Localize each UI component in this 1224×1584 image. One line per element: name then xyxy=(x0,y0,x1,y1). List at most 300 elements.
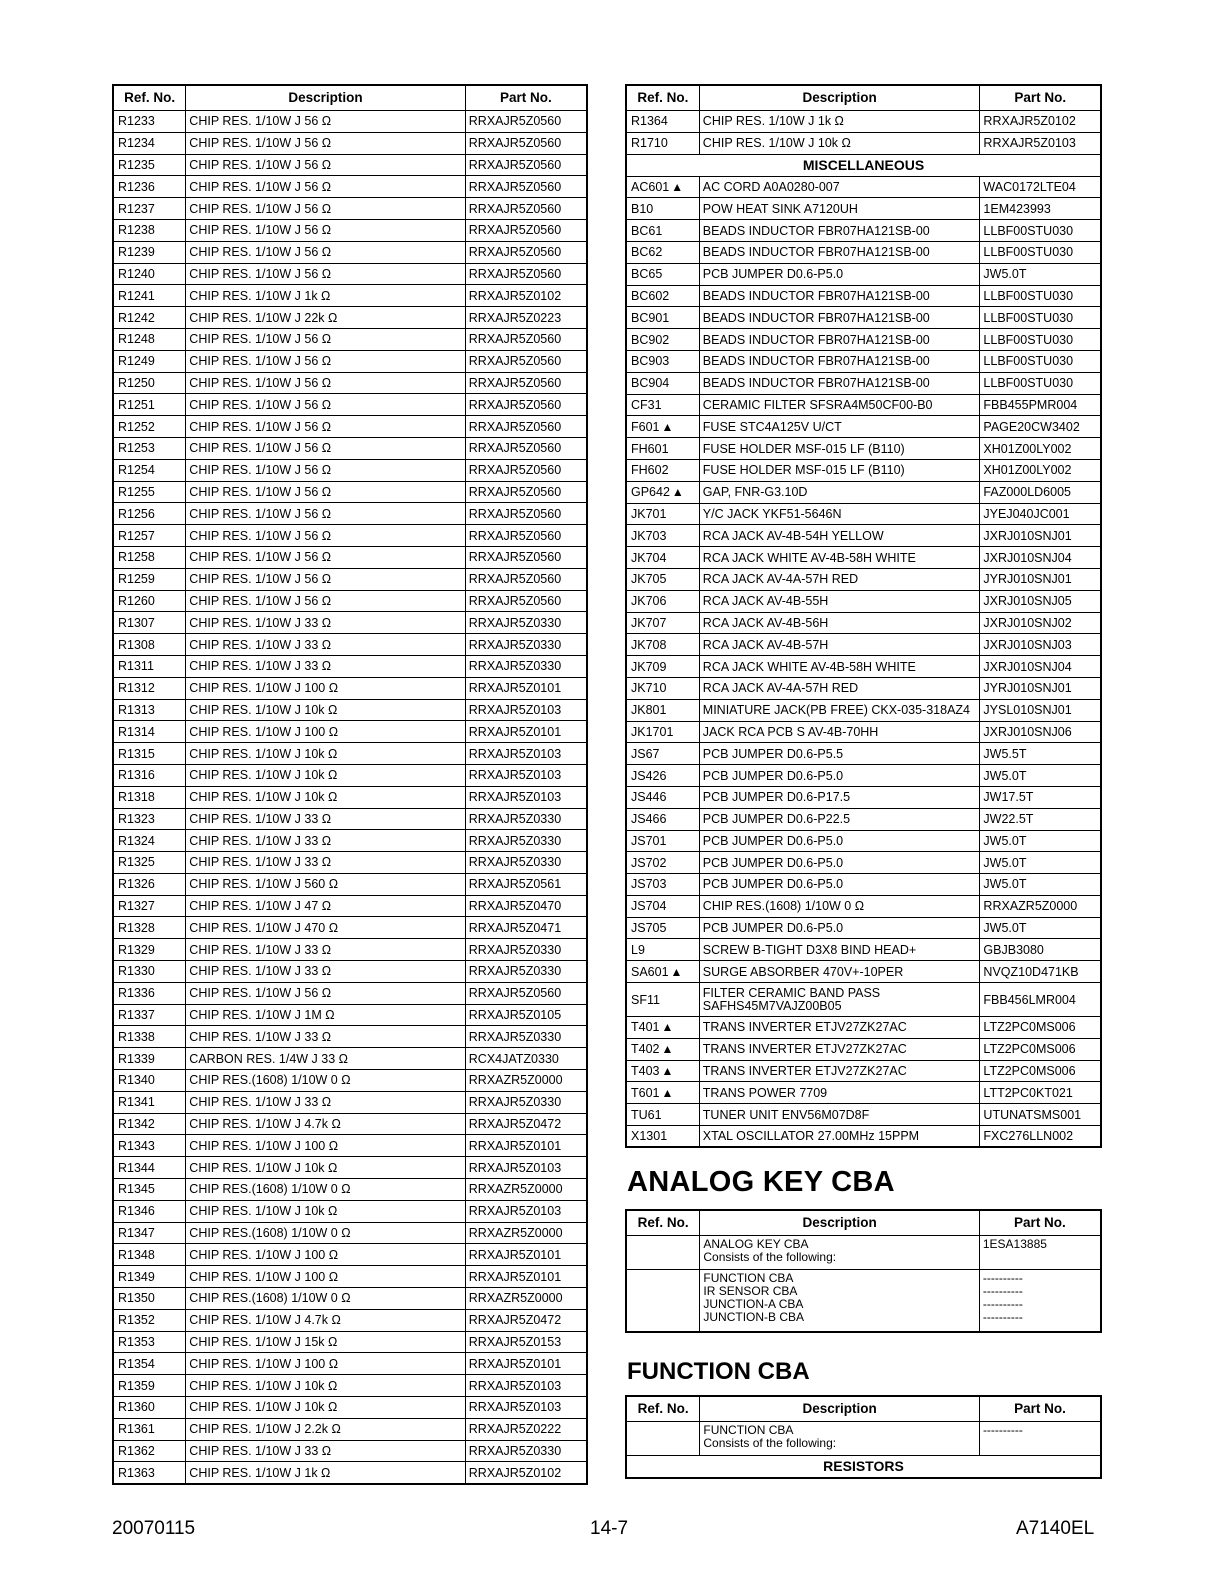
part-text: RRXAJR5Z0101 xyxy=(468,724,562,739)
ref-cell xyxy=(113,328,186,350)
table-row xyxy=(113,1309,587,1331)
ref-cell xyxy=(113,1091,186,1113)
table-row xyxy=(626,743,1101,765)
ref-text: JK706 xyxy=(631,594,667,609)
description-text: CHIP RES. 1/10W J 10k Ω xyxy=(189,768,338,783)
ref-text: R1312 xyxy=(118,681,155,696)
ref-cell xyxy=(113,764,186,786)
part-text: LLBF00STU030 xyxy=(983,376,1074,391)
part-cell xyxy=(980,416,1101,438)
part-cell xyxy=(465,743,587,765)
description-cell xyxy=(699,394,980,416)
description-text: CHIP RES. 1/10W J 10k Ω xyxy=(189,1400,338,1415)
part-cell xyxy=(980,1038,1101,1060)
part-text: RRXAJR5Z0471 xyxy=(468,920,562,935)
description-text: JACK RCA PCB S AV-4B-70HH xyxy=(702,724,879,739)
ref-cell xyxy=(113,219,186,241)
description-text: FUSE HOLDER MSF-015 LF (B110) xyxy=(702,463,905,478)
part-text: RRXAJR5Z0560 xyxy=(468,463,562,478)
description-line: FUNCTION CBA xyxy=(703,1271,794,1285)
table-row xyxy=(626,1422,1101,1456)
part-text: RRXAJR5Z0472 xyxy=(468,1313,562,1328)
description-line: ANALOG KEY CBA xyxy=(703,1237,809,1251)
safety-warning-icon: ▲ xyxy=(661,1020,674,1035)
ref-text: SA601 xyxy=(631,964,669,979)
part-text: LLBF00STU030 xyxy=(983,288,1074,303)
table-row xyxy=(113,764,587,786)
description-cell xyxy=(699,1104,980,1126)
ref-cell xyxy=(113,677,186,699)
ref-cell xyxy=(113,350,186,372)
part-cell xyxy=(465,590,587,612)
description-text: CHIP RES. 1/10W J 100 Ω xyxy=(189,1138,339,1153)
part-text: RRXAJR5Z0560 xyxy=(468,419,562,434)
description-cell xyxy=(699,1126,980,1148)
description-cell xyxy=(186,1070,465,1092)
section-row xyxy=(626,154,1101,176)
ref-cell xyxy=(113,1200,186,1222)
table-row xyxy=(113,612,587,634)
description-text: CHIP RES. 1/10W J 56 Ω xyxy=(189,157,332,172)
ref-text: R1326 xyxy=(118,877,155,892)
description-text: CHIP RES. 1/10W J 100 Ω xyxy=(189,1356,339,1371)
description-text: CHIP RES. 1/10W J 56 Ω xyxy=(189,506,332,521)
ref-text: T601 xyxy=(631,1085,660,1100)
table-row xyxy=(113,241,587,263)
ref-cell xyxy=(113,459,186,481)
part-text: NVQZ10D471KB xyxy=(983,964,1079,979)
ref-cell xyxy=(113,111,186,133)
part-cell xyxy=(980,568,1101,590)
ref-cell xyxy=(113,154,186,176)
description-cell xyxy=(699,547,980,569)
table-row xyxy=(626,111,1101,133)
description-text: FUSE HOLDER MSF-015 LF (B110) xyxy=(702,441,905,456)
ref-cell xyxy=(113,481,186,503)
table-row xyxy=(113,1048,587,1070)
ref-cell xyxy=(113,917,186,939)
part-text: RRXAJR5Z0102 xyxy=(468,1465,562,1480)
ref-cell xyxy=(113,1288,186,1310)
ref-text: R1255 xyxy=(118,484,155,499)
table-row xyxy=(113,721,587,743)
table-row xyxy=(626,786,1101,808)
ref-text: R1345 xyxy=(118,1182,155,1197)
ref-cell xyxy=(113,895,186,917)
ref-text: JK710 xyxy=(631,681,667,696)
description-text: CHIP RES. 1/10W J 10k Ω xyxy=(189,790,338,805)
ref-text: R1251 xyxy=(118,397,155,412)
part-text: RRXAJR5Z0560 xyxy=(468,136,562,151)
description-cell xyxy=(186,307,465,329)
ref-cell xyxy=(113,503,186,525)
table-row xyxy=(113,328,587,350)
part-text: RRXAJR5Z0560 xyxy=(468,354,562,369)
part-text: RRXAJR5Z0330 xyxy=(468,1095,562,1110)
part-cell xyxy=(980,350,1101,372)
part-cell xyxy=(465,546,587,568)
ref-cell xyxy=(626,677,699,699)
description-cell xyxy=(186,1375,465,1397)
description-line: IR SENSOR CBA xyxy=(703,1284,798,1298)
table-row xyxy=(113,1070,587,1092)
ref-cell xyxy=(626,939,699,961)
ref-text: R1308 xyxy=(118,637,155,652)
description-cell xyxy=(700,1270,979,1332)
part-text: JW5.0T xyxy=(983,855,1027,870)
table-row xyxy=(113,568,587,590)
ref-cell xyxy=(113,1266,186,1288)
part-text: XH01Z00LY002 xyxy=(983,463,1072,478)
table-row xyxy=(113,1462,587,1484)
description-text: CERAMIC FILTER SFSRA4M50CF00-B0 xyxy=(702,397,933,412)
description-text: CHIP RES. 1/10W J 56 Ω xyxy=(189,463,332,478)
part-cell xyxy=(465,1462,587,1484)
description-text: TRANS INVERTER ETJV27ZK27AC xyxy=(702,1020,907,1035)
table-row xyxy=(626,1104,1101,1126)
description-cell xyxy=(186,721,465,743)
description-cell xyxy=(699,786,980,808)
description-cell xyxy=(186,808,465,830)
ref-text: R1307 xyxy=(118,615,155,630)
description-text: CHIP RES. 1/10W J 56 Ω xyxy=(189,332,332,347)
part-cell xyxy=(980,307,1101,329)
part-text: RRXAJR5Z0561 xyxy=(468,877,562,892)
safety-warning-icon: ▲ xyxy=(661,1042,674,1057)
description-text: FUSE STC4A125V U/CT xyxy=(702,419,842,434)
ref-text: JS703 xyxy=(631,877,667,892)
part-line: ---------- xyxy=(982,1297,1023,1311)
description-text: CHIP RES. 1/10W J 100 Ω xyxy=(189,1247,339,1262)
description-cell xyxy=(186,852,465,874)
table-row xyxy=(113,459,587,481)
ref-cell xyxy=(626,198,699,220)
table-row xyxy=(113,1157,587,1179)
description-text: BEADS INDUCTOR FBR07HA121SB-00 xyxy=(702,288,930,303)
safety-warning-icon: ▲ xyxy=(661,419,674,434)
ref-text: JS446 xyxy=(631,790,667,805)
part-text: WAC0172LTE04 xyxy=(983,179,1076,194)
part-cell xyxy=(980,438,1101,460)
ref-text: R1336 xyxy=(118,986,155,1001)
part-cell xyxy=(465,830,587,852)
part-text: RRXAJR5Z0330 xyxy=(468,659,562,674)
part-cell xyxy=(465,1375,587,1397)
ref-text: R1349 xyxy=(118,1269,155,1284)
description-cell xyxy=(186,1222,465,1244)
table-row xyxy=(113,307,587,329)
ref-text: R1361 xyxy=(118,1422,155,1437)
part-text: RRXAJR5Z0222 xyxy=(468,1422,562,1437)
part-cell xyxy=(465,1026,587,1048)
table-row xyxy=(626,220,1101,242)
description-line: Consists of the following: xyxy=(703,1250,837,1264)
ref-text: JS704 xyxy=(631,899,667,914)
table-row xyxy=(113,917,587,939)
part-cell xyxy=(465,176,587,198)
part-cell xyxy=(980,983,1101,1017)
part-text: LLBF00STU030 xyxy=(983,223,1074,238)
part-cell xyxy=(980,481,1101,503)
part-text: FAZ000LD6005 xyxy=(983,485,1071,500)
description-text: CHIP RES.(1608) 1/10W 0 Ω xyxy=(189,1182,351,1197)
ref-cell xyxy=(113,1004,186,1026)
ref-text: JS705 xyxy=(631,921,667,936)
description-cell xyxy=(699,438,980,460)
part-cell xyxy=(465,1179,587,1201)
part-cell xyxy=(980,765,1101,787)
table-row xyxy=(113,1440,587,1462)
part-cell xyxy=(465,1157,587,1179)
ref-cell xyxy=(626,503,699,525)
part-text: RRXAJR5Z0330 xyxy=(468,615,562,630)
part-text: RRXAJR5Z0560 xyxy=(468,223,562,238)
ref-cell xyxy=(626,1236,700,1270)
ref-text: R1324 xyxy=(118,833,155,848)
ref-text: R1249 xyxy=(118,354,155,369)
description-cell xyxy=(699,590,980,612)
ref-text: FH601 xyxy=(631,441,669,456)
description-text: BEADS INDUCTOR FBR07HA121SB-00 xyxy=(702,310,930,325)
description-text: RCA JACK AV-4B-54H YELLOW xyxy=(702,528,884,543)
ref-cell xyxy=(113,525,186,547)
ref-text: BC904 xyxy=(631,376,670,391)
part-cell xyxy=(465,1397,587,1419)
description-cell xyxy=(699,808,980,830)
ref-text: R1342 xyxy=(118,1117,155,1132)
part-cell xyxy=(465,111,587,133)
table-row xyxy=(113,1353,587,1375)
table-row xyxy=(113,503,587,525)
ref-text: R1258 xyxy=(118,550,155,565)
table-row xyxy=(626,1060,1101,1082)
ref-cell xyxy=(113,176,186,198)
table-row xyxy=(626,808,1101,830)
ref-text: R1241 xyxy=(118,288,155,303)
part-cell xyxy=(465,154,587,176)
part-cell xyxy=(465,1288,587,1310)
ref-text: R1363 xyxy=(118,1465,155,1480)
ref-text: R1328 xyxy=(118,920,155,935)
header-row xyxy=(626,1396,1101,1422)
resistors-section-title: RESISTORS xyxy=(626,1456,1101,1478)
part-cell xyxy=(465,982,587,1004)
ref-cell xyxy=(626,808,699,830)
ref-text: R1234 xyxy=(118,136,155,151)
description-text: PCB JUMPER D0.6-P5.0 xyxy=(702,833,844,848)
ref-cell xyxy=(626,372,699,394)
description-text: PCB JUMPER D0.6-P5.0 xyxy=(702,855,844,870)
ref-text: R1362 xyxy=(118,1444,155,1458)
table-row xyxy=(113,1244,587,1266)
table-row xyxy=(113,808,587,830)
part-cell xyxy=(465,372,587,394)
ref-text: R1238 xyxy=(118,223,155,238)
ref-text: L9 xyxy=(631,942,645,957)
description-text: SCREW B-TIGHT D3X8 BIND HEAD+ xyxy=(702,942,917,957)
ref-cell xyxy=(626,895,699,917)
part-no-header: Part No. xyxy=(979,1396,1101,1422)
part-cell xyxy=(980,285,1101,307)
description-text: CHIP RES. 1/10W J 22k Ω xyxy=(189,310,338,325)
table-row xyxy=(626,459,1101,481)
section-row xyxy=(626,1456,1101,1478)
description-cell xyxy=(699,285,980,307)
part-cell xyxy=(465,1004,587,1026)
table-row xyxy=(626,176,1101,198)
description-text: CHIP RES. 1/10W J 56 Ω xyxy=(189,375,332,390)
ref-cell xyxy=(113,830,186,852)
description-text: CHIP RES. 1/10W J 33 Ω xyxy=(189,637,332,652)
part-text: JYRJ010SNJ01 xyxy=(983,681,1072,696)
description-cell xyxy=(186,830,465,852)
ref-text: R1353 xyxy=(118,1335,155,1350)
table-row xyxy=(626,503,1101,525)
part-text: PAGE20CW3402 xyxy=(983,419,1080,434)
part-text: JXRJ010SNJ05 xyxy=(983,594,1072,609)
ref-text: BC902 xyxy=(631,332,670,347)
description-cell xyxy=(186,1091,465,1113)
ref-text: JK1701 xyxy=(631,724,674,739)
part-cell xyxy=(465,677,587,699)
ref-cell xyxy=(626,1060,699,1082)
part-text: LTZ2PC0MS006 xyxy=(983,1020,1076,1035)
part-text: JW17.5T xyxy=(983,790,1034,805)
description-text: CHIP RES. 1/10W J 56 Ω xyxy=(189,572,332,587)
description-cell xyxy=(186,1331,465,1353)
table-row xyxy=(626,874,1101,896)
ref-cell xyxy=(113,1157,186,1179)
ref-cell xyxy=(626,416,699,438)
table-row xyxy=(113,1288,587,1310)
part-cell xyxy=(465,961,587,983)
ref-cell xyxy=(626,874,699,896)
ref-text: R1316 xyxy=(118,768,155,783)
description-cell xyxy=(699,874,980,896)
table-row xyxy=(626,1236,1101,1270)
description-cell xyxy=(699,241,980,263)
part-text: LTZ2PC0MS006 xyxy=(983,1064,1076,1079)
part-text: RRXAZR5Z0000 xyxy=(468,1182,563,1197)
description-text: CHIP RES. 1/10W J 1k Ω xyxy=(189,1465,331,1480)
description-cell xyxy=(699,743,980,765)
description-text: CHIP RES.(1608) 1/10W 0 Ω xyxy=(702,899,865,914)
description-text: GAP, FNR-G3.10D xyxy=(702,485,808,500)
ref-text: R1343 xyxy=(118,1138,155,1153)
ref-text: JS702 xyxy=(631,855,667,870)
description-cell xyxy=(699,263,980,285)
description-cell xyxy=(186,612,465,634)
ref-text: SF11 xyxy=(631,992,660,1007)
ref-cell xyxy=(113,982,186,1004)
part-cell xyxy=(465,416,587,438)
part-text: LLBF00STU030 xyxy=(983,245,1074,260)
ref-cell xyxy=(113,721,186,743)
table-row xyxy=(626,241,1101,263)
ref-text: BC62 xyxy=(631,245,663,260)
part-cell xyxy=(980,612,1101,634)
ref-cell xyxy=(626,721,699,743)
table-row xyxy=(113,525,587,547)
description-text: CHIP RES. 1/10W J 10k Ω xyxy=(702,136,851,151)
part-cell xyxy=(980,241,1101,263)
part-text: RRXAJR5Z0560 xyxy=(468,245,562,260)
part-cell xyxy=(980,111,1101,133)
part-text: RRXAJR5Z0330 xyxy=(468,833,562,848)
right-table-body xyxy=(626,111,1101,1148)
ref-text: R1338 xyxy=(118,1029,155,1044)
description-cell xyxy=(699,1082,980,1104)
description-cell xyxy=(186,394,465,416)
safety-warning-icon: ▲ xyxy=(670,964,683,979)
description-text: CHIP RES.(1608) 1/10W 0 Ω xyxy=(189,1226,351,1241)
table-row xyxy=(113,1375,587,1397)
description-line: Consists of the following: xyxy=(703,1436,837,1450)
part-text: RRXAJR5Z0101 xyxy=(468,1269,562,1284)
part-cell xyxy=(465,241,587,263)
table-row xyxy=(113,1004,587,1026)
part-text: GBJB3080 xyxy=(983,942,1044,957)
part-no-header: Part No. xyxy=(465,85,587,111)
ref-text: R1314 xyxy=(118,724,155,739)
description-cell xyxy=(186,503,465,525)
description-text: CHIP RES. 1/10W J 470 Ω xyxy=(189,920,339,935)
ref-text: JS701 xyxy=(631,833,667,848)
description-text: TUNER UNIT ENV56M07D8F xyxy=(702,1107,870,1122)
table-row xyxy=(626,525,1101,547)
part-text: RRXAJR5Z0101 xyxy=(468,1138,562,1153)
ref-no-header: Ref. No. xyxy=(626,85,699,111)
ref-text: JS426 xyxy=(631,768,667,783)
ref-text: AC601 xyxy=(631,179,670,194)
description-cell xyxy=(186,1179,465,1201)
part-cell xyxy=(980,634,1101,656)
description-cell xyxy=(699,176,980,198)
part-text: RRXAJR5Z0330 xyxy=(468,964,562,979)
ref-text: R1256 xyxy=(118,506,155,521)
part-text: RRXAZR5Z0000 xyxy=(983,899,1078,914)
description-text: RCA JACK AV-4B-57H xyxy=(702,637,829,652)
ref-cell xyxy=(113,241,186,263)
description-text: CHIP RES. 1/10W J 56 Ω xyxy=(189,201,332,216)
part-cell: 1ESA13885 xyxy=(979,1236,1101,1270)
ref-cell xyxy=(113,786,186,808)
part-cell xyxy=(465,612,587,634)
part-text: XH01Z00LY002 xyxy=(983,441,1072,456)
description-text: CHIP RES. 1/10W J 33 Ω xyxy=(189,833,332,848)
description-cell xyxy=(186,634,465,656)
description-text: CHIP RES. 1/10W J 56 Ω xyxy=(189,266,332,281)
table-row xyxy=(113,786,587,808)
part-cell xyxy=(465,328,587,350)
description-cell xyxy=(186,328,465,350)
part-text: RRXAJR5Z0102 xyxy=(983,114,1076,129)
part-line: ---------- xyxy=(982,1310,1023,1324)
table-row xyxy=(113,1091,587,1113)
ref-cell xyxy=(113,1397,186,1419)
part-cell xyxy=(980,961,1101,983)
part-cell xyxy=(980,547,1101,569)
description-cell xyxy=(699,307,980,329)
part-text: RRXAJR5Z0560 xyxy=(468,506,562,521)
description-cell xyxy=(699,416,980,438)
ref-text: TU61 xyxy=(631,1107,662,1122)
part-cell xyxy=(980,394,1101,416)
safety-warning-icon: ▲ xyxy=(671,179,684,194)
description-text: RCA JACK WHITE AV-4B-58H WHITE xyxy=(702,550,916,565)
description-cell xyxy=(186,764,465,786)
description-header: Description xyxy=(700,1396,980,1422)
